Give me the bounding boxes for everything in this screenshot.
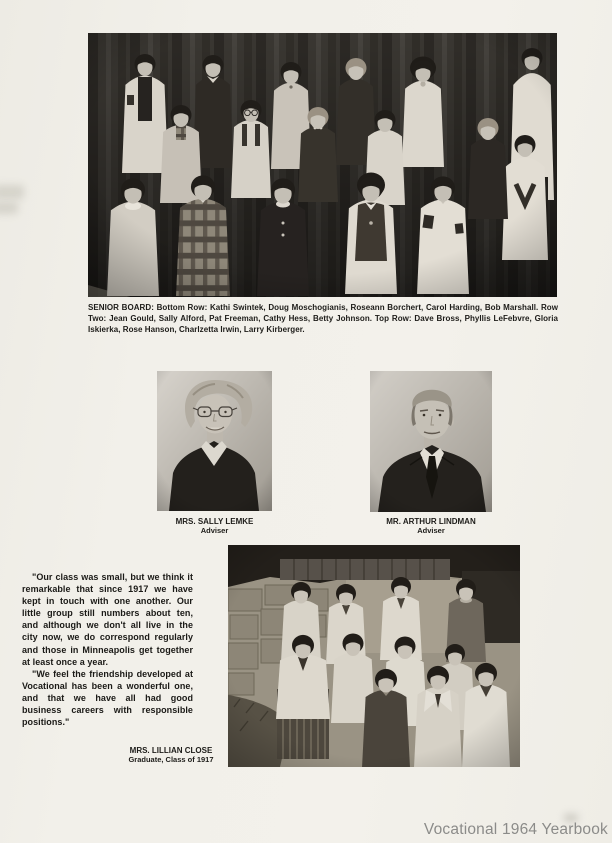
watermark-text: Vocational 1964 Yearbook bbox=[423, 821, 608, 838]
adviser-title: Adviser bbox=[417, 526, 445, 535]
adviser-name: MR. ARTHUR LINDMAN bbox=[386, 517, 476, 526]
adviser-portrait-lindman-art bbox=[370, 371, 492, 512]
adviser-portrait-lemke bbox=[157, 371, 272, 511]
print-bleed-ghost bbox=[0, 202, 18, 214]
adviser-portrait-lindman bbox=[370, 371, 492, 512]
quote-attribution bbox=[105, 746, 237, 764]
photo-vignette bbox=[228, 545, 520, 767]
quote-paragraph: "Our class was small, but we think it remarkable that since 1917 we have kept in touch with one another. Our little group still numbers about ten, and although we don't all live in the city now, we do correspond regularly and those in Minneapolis get together at least once a year. bbox=[22, 572, 193, 667]
adviser-title: Adviser bbox=[200, 526, 229, 535]
lemke-caption bbox=[147, 517, 282, 535]
adviser-name: MRS. SALLY LEMKE bbox=[175, 517, 254, 526]
photo-vignette bbox=[88, 33, 557, 297]
quote-paragraph: "We feel the friendship developed at Vocational has been a wonderful one, and that we have all had good business careers with responsible positions." bbox=[22, 668, 193, 728]
senior-board-caption-label: SENIOR BOARD: bbox=[88, 303, 154, 312]
alumnae-1917-photo bbox=[228, 545, 520, 767]
alumnae-1917-photo-art bbox=[228, 545, 520, 767]
attribution-title: Graduate, Class of 1917 bbox=[128, 755, 214, 764]
senior-board-caption-names: Bottom Row: Kathi Swintek, Doug Moschogianis, Roseann Borchert, Carol Harding, Bob Marshall. Row Two: Jean Gould, Sally Alford, Pat Freeman, Cathy Hess, Betty Johnson. Top Row: Dave Bross, Phyllis LeFebvre, Gloria Iskierka, Rose Hanson, Charlzetta Irwin, Larry Kirberger. bbox=[88, 303, 559, 334]
senior-board-photo bbox=[88, 33, 557, 297]
adviser-portrait-lemke-art bbox=[157, 371, 272, 511]
attribution-name: MRS. LILLIAN CLOSE bbox=[129, 746, 213, 755]
senior-board-photo-art bbox=[88, 33, 557, 297]
senior-board-caption bbox=[88, 302, 558, 335]
print-bleed-ghost bbox=[0, 185, 24, 199]
lindman-caption bbox=[360, 517, 502, 535]
alumni-quote bbox=[22, 571, 193, 728]
